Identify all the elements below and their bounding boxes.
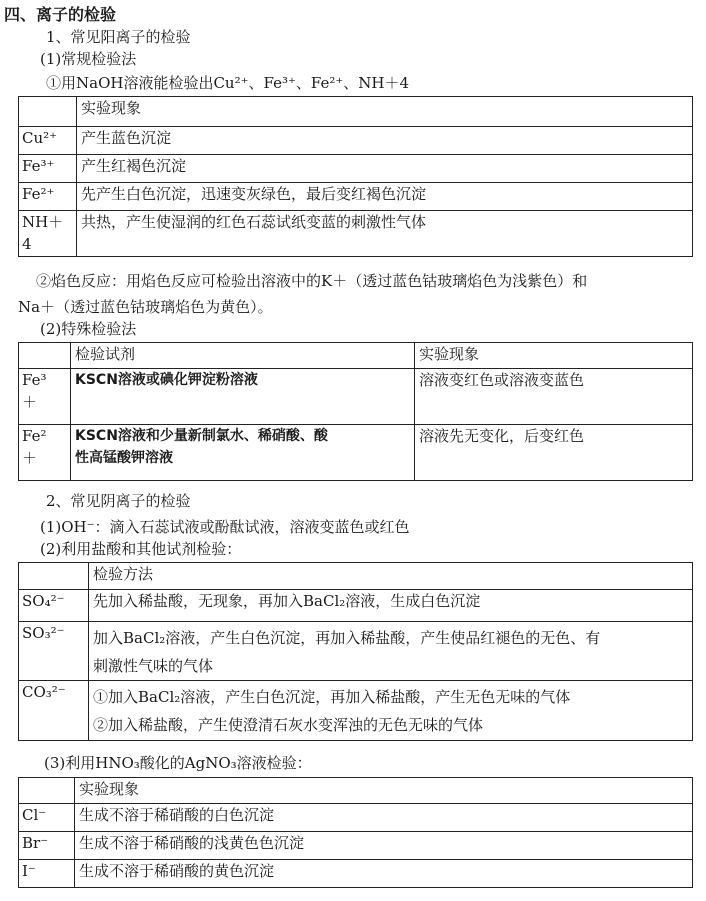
corner-cell (19, 343, 71, 369)
sec2-title: 2、常见阴离子的检验 (46, 492, 191, 510)
phenomenon: 生成不溶于稀硝酸的白色沉淀 (75, 804, 693, 832)
ion-label: Fe²⁺ (19, 183, 77, 211)
corner-cell (19, 778, 75, 804)
corner-cell (19, 97, 77, 127)
ion-label: SO₃²⁻ (19, 622, 89, 681)
result: 溶液变红色或溶液变蓝色 (415, 369, 693, 425)
reagent-line2: 性高锰酸钾溶液 (75, 450, 173, 466)
method-line2: ②加入稀盐酸，产生使澄清石灰水变浑浊的无色无味的气体 (93, 716, 484, 734)
method (89, 622, 693, 681)
col-header-reagent: 检验试剂 (71, 343, 415, 369)
phenomenon: 产生红褐色沉淀 (77, 155, 693, 183)
anion-agno3-table (18, 777, 693, 888)
method-line1: ①加入BaCl₂溶液，产生白色沉淀，再加入稀盐酸，产生无色无味的气体 (93, 688, 571, 706)
col-header: 检验方法 (89, 563, 693, 590)
sec1-sub2: (2)特殊检验法 (40, 320, 137, 338)
ion-label: Fe³⁺ (19, 155, 77, 183)
sec1-sub1: (1)常规检验法 (40, 50, 137, 68)
phenomenon: 先产生白色沉淀，迅速变灰绿色，最后变红褐色沉淀 (77, 183, 693, 211)
method: 先加入稀盐酸，无现象，再加入BaCl₂溶液，生成白色沉淀 (89, 590, 693, 622)
sec1-item2-line2: Na＋（透过蓝色钴玻璃焰色为黄色）。 (18, 298, 273, 316)
method (89, 681, 693, 741)
method-line1: 加入BaCl₂溶液，产生白色沉淀，再加入稀盐酸，产生使品红褪色的无色、有 (93, 629, 601, 647)
col-header: 实验现象 (77, 97, 693, 127)
ion-label-line1: Fe³ (22, 371, 47, 389)
ion-label (19, 369, 71, 425)
phenomenon: 产生蓝色沉淀 (77, 127, 693, 155)
sec1-item1: ①用NaOH溶液能检验出Cu²⁺、Fe³⁺、Fe²⁺、NH＋4 (46, 74, 410, 92)
col-header: 实验现象 (75, 778, 693, 804)
phenomenon: 生成不溶于稀硝酸的浅黄色色沉淀 (75, 832, 693, 860)
col-header-result: 实验现象 (415, 343, 693, 369)
sec2-item3: (3)利用HNO₃酸化的AgNO₃溶液检验： (44, 754, 312, 772)
sec2-item1: (1)OH⁻：滴入石蕊试液或酚酞试液，溶液变蓝色或红色 (40, 518, 410, 536)
sec2-item2: (2)利用盐酸和其他试剂检验： (40, 540, 242, 558)
sec1-item2-line1: ②焰色反应：用焰色反应可检验出溶液中的K＋（透过蓝色钴玻璃焰色为浅紫色）和 (36, 272, 588, 290)
ion-label: Br⁻ (19, 832, 75, 860)
ion-label-line1: Fe² (22, 427, 47, 445)
ion-label-line2: ＋ (22, 393, 38, 411)
ion-label: Cu²⁺ (19, 127, 77, 155)
anion-hcl-table (18, 562, 693, 741)
sec1-title: 1、常见阳离子的检验 (46, 28, 191, 46)
reagent (71, 425, 415, 481)
method-line2: 刺激性气味的气体 (93, 657, 214, 675)
ion-label-line1: NH＋ (22, 213, 64, 231)
phenomenon: 共热，产生使湿润的红色石蕊试纸变蓝的刺激性气体 (77, 211, 693, 257)
cation-naoh-table (18, 96, 693, 257)
phenomenon: 生成不溶于稀硝酸的黄色沉淀 (75, 860, 693, 888)
corner-cell (19, 563, 89, 590)
ion-label (19, 211, 77, 257)
ion-label: Cl⁻ (19, 804, 75, 832)
ion-label: CO₃²⁻ (19, 681, 89, 741)
ion-label: I⁻ (19, 860, 75, 888)
heading: 四、离子的检验 (4, 5, 117, 24)
ion-label: SO₄²⁻ (19, 590, 89, 622)
ion-label-line2: ＋ (22, 449, 38, 467)
reagent-line1: KSCN溶液和少量新制氯水、稀硝酸、酸 (75, 428, 328, 444)
result: 溶液先无变化，后变红色 (415, 425, 693, 481)
ion-label-line2: 4 (22, 235, 32, 253)
special-test-table (18, 342, 693, 481)
ion-label (19, 425, 71, 481)
reagent: KSCN溶液或碘化钾淀粉溶液 (71, 369, 415, 425)
